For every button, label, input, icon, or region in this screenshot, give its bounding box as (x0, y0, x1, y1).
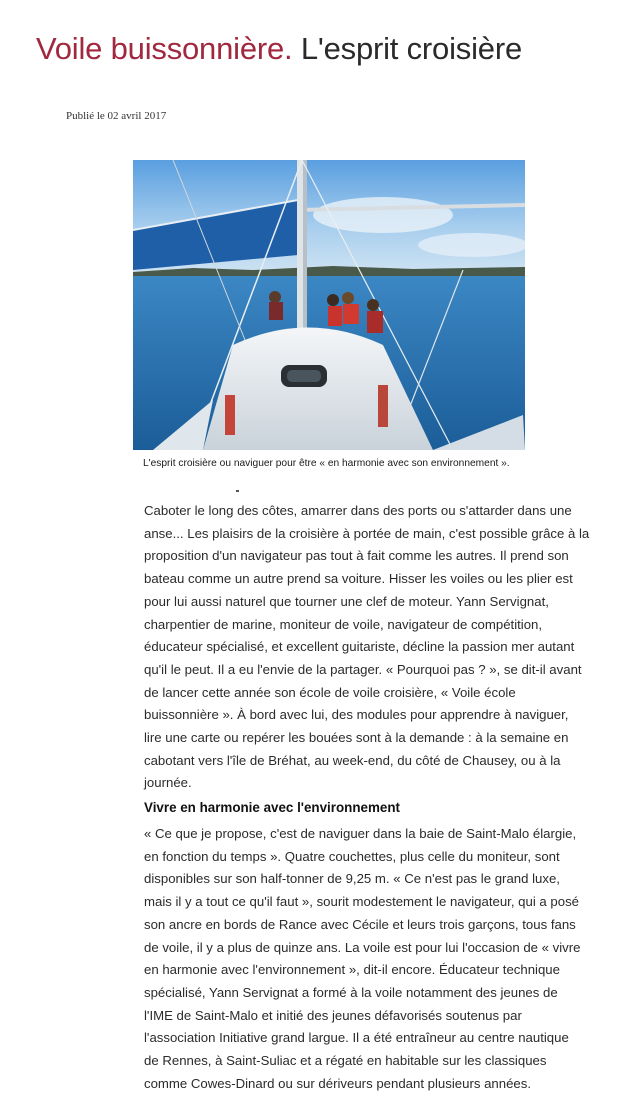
scan-speck (236, 490, 239, 492)
paragraph-1-line: buissonnière ». À bord avec lui, des modules pour apprendre à naviguer, (144, 707, 569, 723)
paragraph-2-line: l'IME de Saint-Malo et initié des jeunes défavorisés soutenus par (144, 1007, 522, 1023)
paragraph-1-line: Caboter le long des côtes, amarrer dans des ports ou s'attarder dans une (144, 503, 572, 518)
sailboat-photo (133, 160, 525, 450)
paragraph-1-line: anse... Les plaisirs de la croisière à portée de main, c'est possible grâce à la (144, 525, 590, 541)
paragraph-2-line: en harmonie avec l'environnement », dit-il encore. Éducateur technique (144, 962, 560, 978)
paragraph-1-line: charpentier de marine, moniteur de voile, navigateur de compétition, (144, 616, 543, 632)
paragraph-2-line: de voile, il y a plus de quinze ans. La voile est pour lui l'occasion de « vivre (144, 939, 581, 955)
paragraph-1-line: proposition d'un navigateur pas tout à fait comme les autres. Il prend son (144, 548, 569, 564)
title-part-1: Voile buissonnière. (36, 31, 293, 66)
paragraph-1-line: bateau comme un autre prend sa voiture. Hisser les voiles ou les plier est (144, 571, 573, 587)
paragraph-1-line: lire une carte ou repérer les bouées sont à la demande : à la semaine en (144, 730, 569, 746)
paragraph-2-line: l'association Initiative grand largue. Il a été entraîneur au centre nautique (144, 1030, 569, 1046)
photo-caption: L'esprit croisière ou naviguer pour être « en harmonie avec son environnement ». (143, 458, 510, 469)
paragraph-2-line: mais il y a tout ce qu'il faut », sourit modestement le navigateur, qui a posé (144, 894, 580, 910)
paragraph-2-line: en fonction du temps ». Quatre couchettes, plus celle du moniteur, sont (144, 848, 560, 864)
paragraph-1 (144, 500, 590, 795)
publication-date: Publié le 02 avril 2017 (66, 110, 167, 122)
paragraph-2-line: de Rennes, à Saint-Suliac et a régaté en habitable sur les classiques (144, 1053, 547, 1069)
paragraph-1-line: de lancer cette année son école de voile croisière, « Voile école (144, 684, 516, 700)
article-title (36, 30, 522, 68)
paragraph-2-line: disponibles sur son half-tonner de 9,25 m. « Ce n'est pas le grand luxe, (144, 871, 560, 887)
paragraph-2-line: « Ce que je propose, c'est de naviguer dans la baie de Saint-Malo élargie, (144, 826, 577, 841)
paragraph-1-line: cabotant vers l'île de Bréhat, au week-end, du côté de Chausey, ou à la (144, 752, 561, 768)
section-subheading: Vivre en harmonie avec l'environnement (144, 800, 400, 815)
paragraph-1-line: éducateur spécialisé, et excellent guitariste, décline la passion mer autant (144, 639, 575, 655)
paragraph-2-line: comme Cowes-Dinard ou sur dériveurs pendant plusieurs années. (144, 1075, 532, 1091)
paragraph-2-line: son ancre en bords de Rance avec Cécile et leurs trois garçons, tous fans (144, 916, 576, 932)
paragraph-2 (144, 823, 584, 1095)
paragraph-1-line: pour lui aussi naturel que tourner une clef de moteur. Yann Servignat, (144, 593, 549, 609)
title-part-2: L'esprit croisière (300, 31, 522, 66)
paragraph-1-line: qu'il le peut. Il a eu l'envie de la partager. « Pourquoi pas ? », se dit-il avant (144, 661, 582, 677)
paragraph-2-line: spécialisé, Yann Servignat a formé à la voile notamment des jeunes de (144, 984, 558, 1000)
paragraph-1-line: journée. (144, 775, 192, 791)
